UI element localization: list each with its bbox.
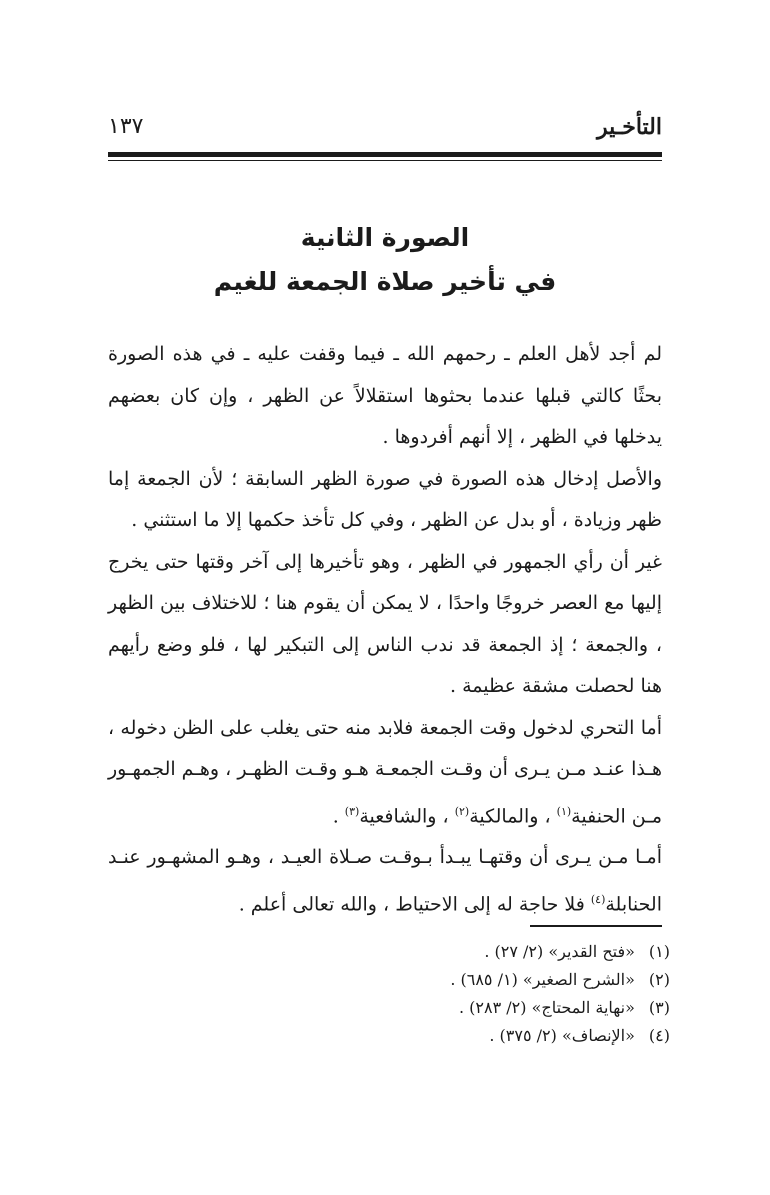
paragraph-4-mid1: ، والمالكية [469,804,557,827]
body-text [108,334,662,926]
paragraph-5 [108,837,662,925]
paragraph-3: غير أن رأي الجمهور في الظهر ، وهو تأخيرها إلى آخر وقتها حتى يخرج إليها مع العصر خروجًا واحدًا ، لا يمكن أن يقوم هنا ؛ للاختلاف بين الظهر ، والجمعة ؛ إذ الجمعة قد ندب الناس إلى التبكير لها ، فلو وضع رأيهم هنا لحصلت مشقة عظيمة . [108,550,662,697]
footnote-ref-3: (٣) [344,804,360,818]
footnote-number: (١) [648,942,670,961]
paragraph-5-end: فلا حاجة له إلى الاحتياط ، والله تعالى أعلم . [238,893,591,916]
header-rule-thin [108,160,662,161]
footnote-text: «الشرح الصغير» (١/ ٦٨٥) . [450,970,635,989]
paragraph-4-text: أما التحري لدخول وقت الجمعة فلابد منه حتى يغلب على الظن دخوله ، هـذا عنـد مـن يـرى أن وقـت الجمعـة هـو وقـت الظهـر ، وهـم الجمهـور مـن الحنفية [108,716,662,827]
section-subtitle: في تأخير صلاة الجمعة للغيم [213,267,557,296]
footnotes [300,938,670,1050]
footnote-text: «نهاية المحتاج» (٢/ ٢٨٣) . [458,998,635,1017]
footnote-text: «فتح القدير» (٢/ ٢٧) . [484,942,635,961]
footnote-number: (٢) [648,970,670,989]
section-headings [108,216,662,304]
footnote [300,938,670,966]
page-number: ١٣٧ [108,114,144,139]
footnote [300,994,670,1022]
paragraph-5-text: أمـا مـن يـرى أن وقتهـا يبـدأ بـوقـت صـلاة العيـد ، وهـو المشهـور عنـد الحنابلة [108,846,662,916]
paragraph-4-mid2: ، والشافعية [359,804,455,827]
page-header [108,112,662,152]
paragraph-4 [108,708,662,838]
footnote [300,966,670,994]
footnote-text: «الإنصاف» (٢/ ٣٧٥) . [489,1026,635,1045]
footnote-ref-4: (٤) [590,892,606,906]
paragraph-1: لم أجد لأهل العلم ـ رحمهم الله ـ فيما وقفت عليه ـ في هذه الصورة بحثًا كالتي قبلها عندما بحثوها استقلالاً عن الظهر ، وإن كان بعضهم يدخلها في الظهر ، إلا أنهم أفردوها . [108,343,662,448]
footnote-number: (٣) [648,998,670,1017]
paragraph-2: والأصل إدخال هذه الصورة في صورة الظهر السابقة ؛ لأن الجمعة إما ظهر وزيادة ، أو بدل عن الظهر ، وفي كل تأخذ حكمها إلا ما استثني . [108,467,662,531]
header-rule-thick [108,152,662,157]
section-title: الصورة الثانية [300,223,470,252]
footnote-separator [530,925,662,927]
running-title: التأخـير [597,114,662,140]
footnote-ref-2: (٢) [454,804,470,818]
footnote-number: (٤) [648,1026,670,1045]
footnote-ref-1: (١) [556,804,572,818]
paragraph-4-end: . [332,804,345,827]
footnote [300,1022,670,1050]
